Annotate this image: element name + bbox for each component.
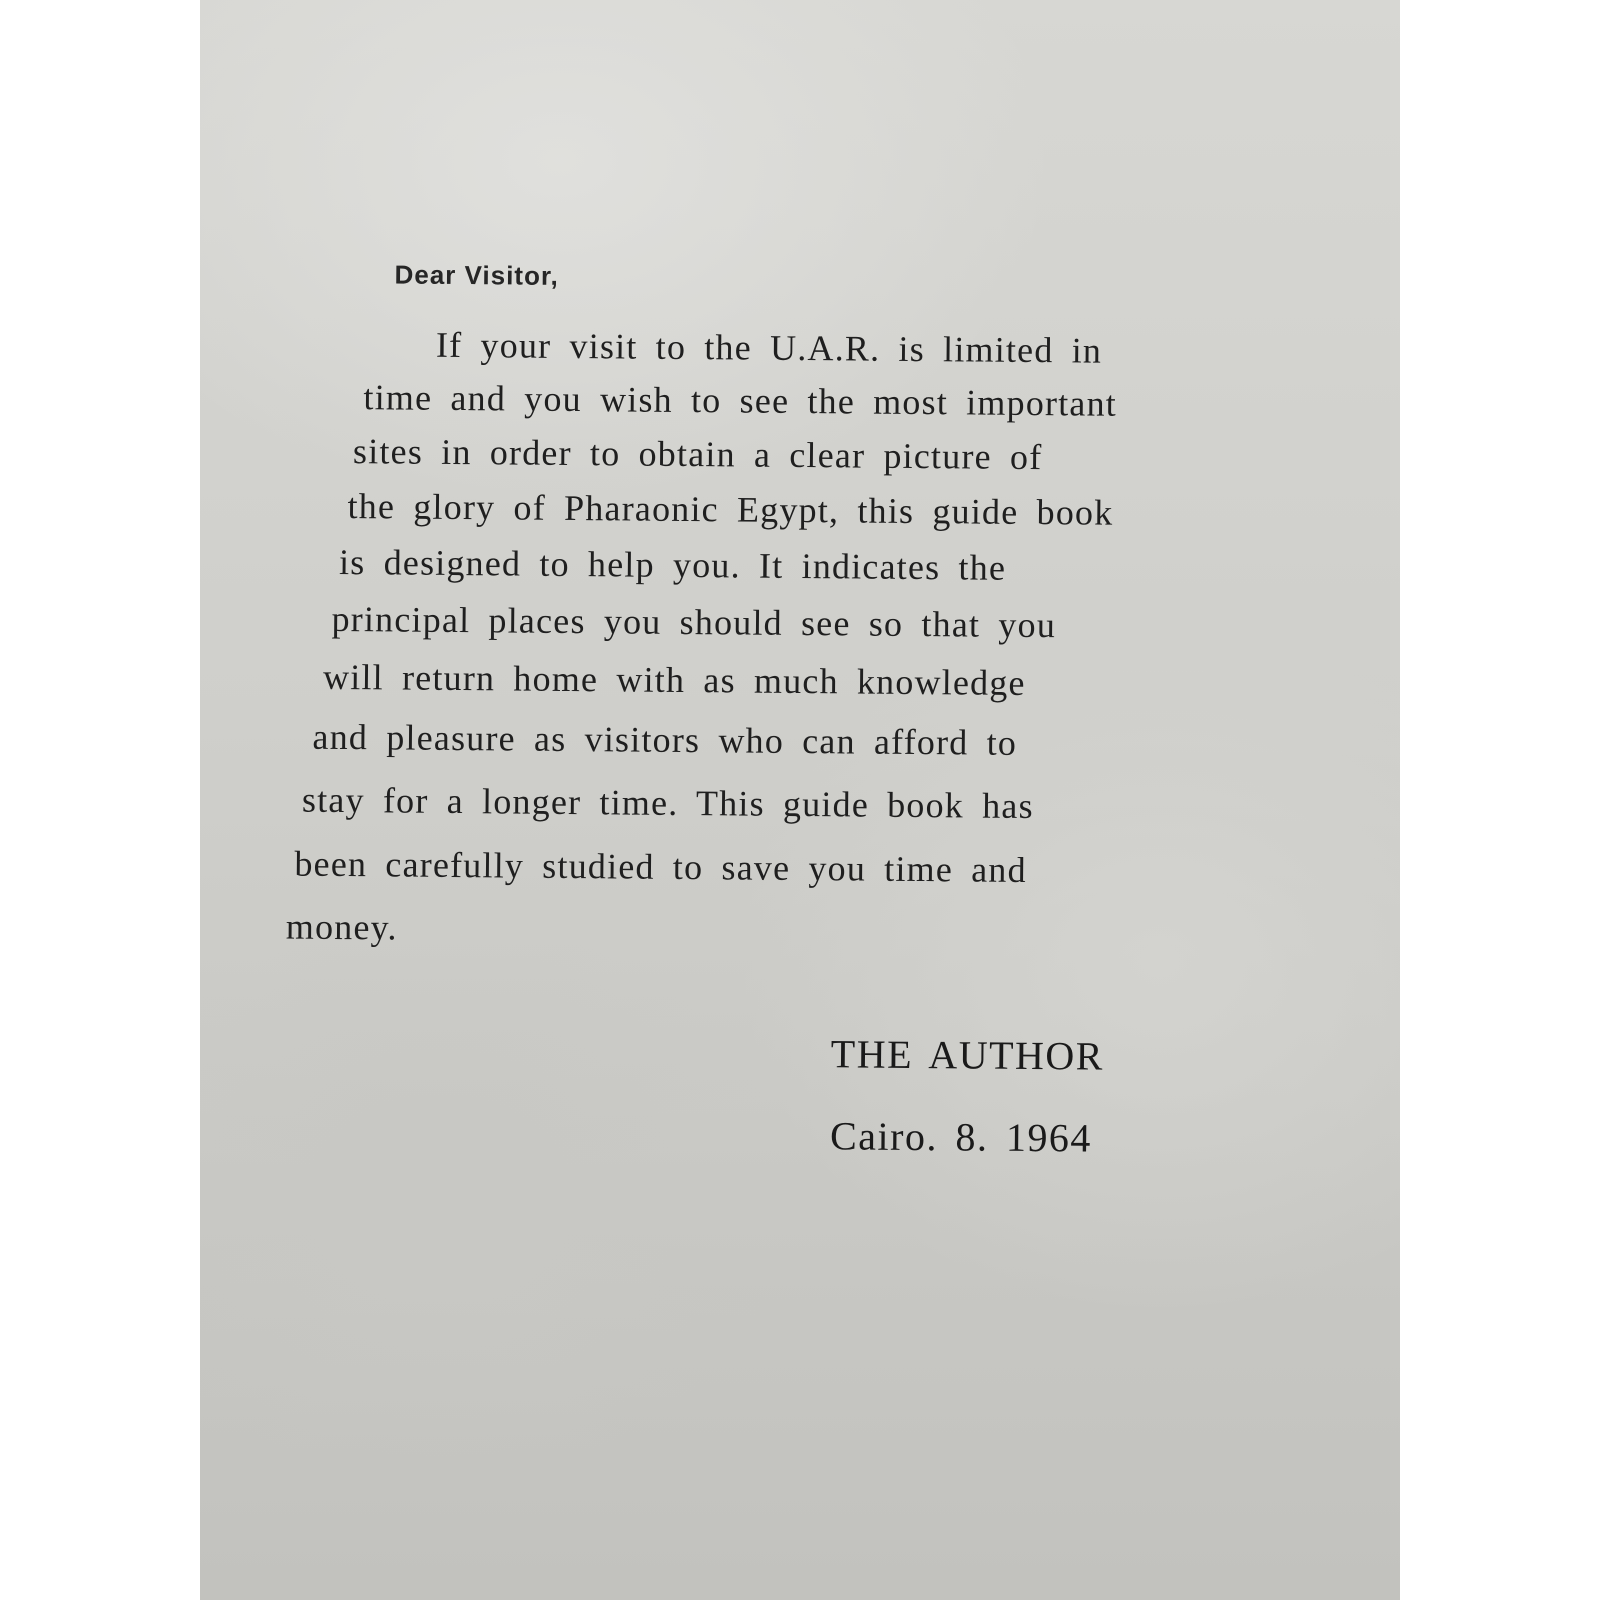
signature: THE AUTHOR [830, 1031, 1105, 1079]
body-line: and pleasure as visitors who can afford to [312, 716, 1018, 763]
body-line: been carefully studied to save you time and [294, 843, 1027, 890]
body-line: If your visit to the U.A.R. is limited in [435, 324, 1103, 371]
place-date: Cairo. 8. 1964 [829, 1113, 1093, 1161]
body-line: is designed to help you. It indicates the [338, 541, 1007, 588]
body-line: time and you wish to see the most important [363, 377, 1118, 424]
body-line: principal places you should see so that you [331, 598, 1057, 646]
body-line: stay for a longer time. This guide book has [301, 779, 1034, 827]
body-line: the glory of Pharaonic Egypt, this guide book [347, 486, 1114, 533]
printed-page [200, 0, 1400, 1600]
body-line: will return home with as much knowledge [322, 656, 1026, 703]
salutation: Dear Visitor, [394, 259, 559, 291]
letter [200, 0, 1400, 1600]
body-line: money. [285, 906, 398, 948]
body-line: sites in order to obtain a clear picture of [352, 431, 1043, 478]
